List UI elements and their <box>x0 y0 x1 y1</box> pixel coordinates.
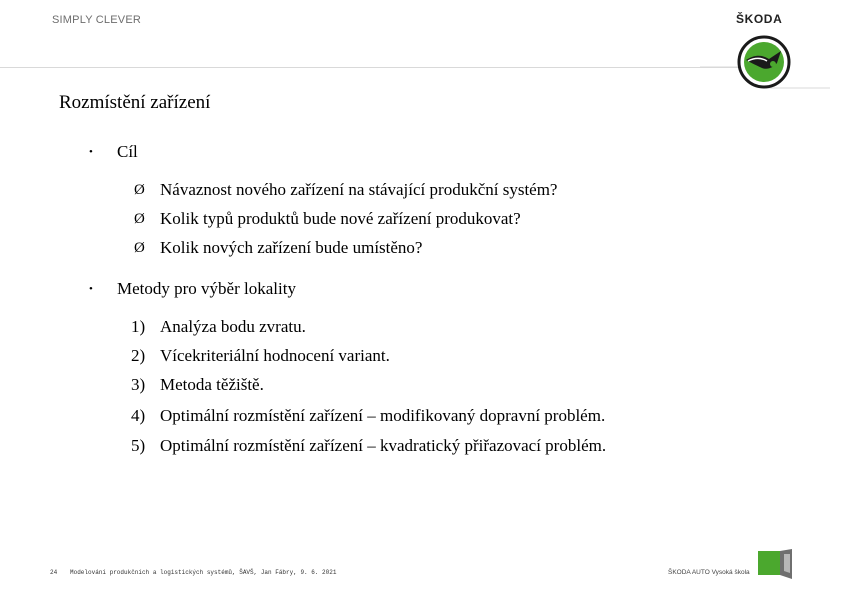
page-number: 24 <box>50 569 58 576</box>
slide-title: Rozmístění zařízení <box>59 92 211 113</box>
section-heading-methods: Metody pro výběr lokality <box>117 279 296 298</box>
list-item: Návaznost nového zařízení na stávající produkční systém? <box>160 180 558 199</box>
list-item: Vícekriteriální hodnocení variant. <box>160 346 390 365</box>
list-item: Optimální rozmístění zařízení – kvadratický přiřazovací problém. <box>160 436 607 455</box>
list-number: 3) <box>131 375 146 394</box>
school-flag-icon <box>758 549 794 579</box>
list-number: 1) <box>131 317 146 336</box>
list-item: Optimální rozmístění zařízení – modifikovaný dopravní problém. <box>160 406 606 425</box>
footer-caption: Modelování produkčních a logistických systémů, ŠAVŠ, Jan Fábry, 9. 6. 2021 <box>70 569 337 576</box>
list-number: 4) <box>131 406 146 425</box>
arrow-bullet: Ø <box>134 182 145 198</box>
arrow-bullet: Ø <box>134 211 145 227</box>
list-item: Analýza bodu zvratu. <box>160 317 306 336</box>
arrow-bullet: Ø <box>134 240 145 256</box>
section-bullet: • <box>89 146 93 158</box>
list-item: Metoda těžiště. <box>160 375 264 394</box>
skoda-logo-icon <box>737 35 791 89</box>
list-number: 5) <box>131 436 146 455</box>
tagline: SIMPLY CLEVER <box>52 14 142 26</box>
list-number: 2) <box>131 346 146 365</box>
list-item: Kolik nových zařízení bude umístěno? <box>160 238 423 257</box>
brand-wordmark: ŠKODA <box>736 12 783 26</box>
list-item: Kolik typů produktů bude nové zařízení produkovat? <box>160 209 521 228</box>
footer-brand: ŠKODA AUTO Vysoká škola <box>668 569 750 576</box>
header-divider <box>0 67 740 68</box>
section-bullet: • <box>89 283 93 295</box>
section-heading-goal: Cíl <box>117 142 138 161</box>
